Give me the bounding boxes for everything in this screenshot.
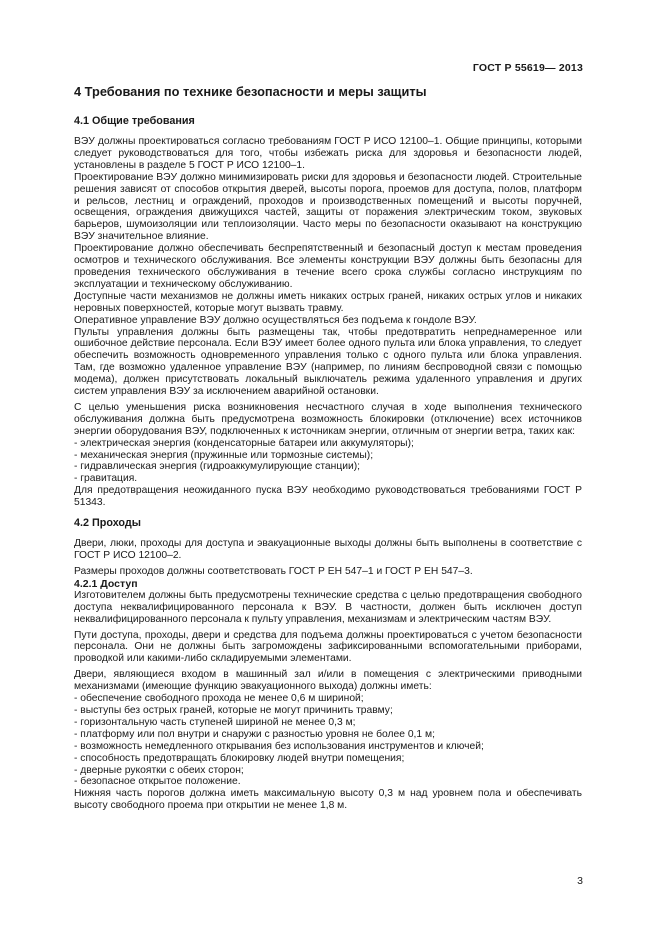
paragraph: Проектирование должно обеспечивать беспрепятственный и безопасный доступ к местам проведения осмотров и технического обслуживания. Все элементы конструкции ВЭУ должны быть безопасны для проведения технического обслуживания в течение всего срока службы согласно инструкциям по эксплуатации и техническому обслуживанию. <box>74 243 582 290</box>
paragraph: Размеры проходов должны соответствовать ГОСТ Р ЕН 547–1 и ГОСТ Р ЕН 547–3. <box>74 565 473 577</box>
paragraph: Доступные части механизмов не должны иметь никаких острых граней, никаких острых углов и никаких неровных поверхностей, которые могут вызвать травму. <box>74 290 582 314</box>
list-item: - гидравлическая энергия (гидроаккумулирующие станции); <box>74 461 361 473</box>
subsection-title-access: 4.2.1 Доступ <box>74 577 138 590</box>
list-item: - горизонтальную часть ступеней шириной не менее 0,3 м; <box>74 716 356 728</box>
standard-header: ГОСТ Р 55619— 2013 <box>472 62 583 74</box>
paragraph: Пути доступа, проходы, двери и средства для подъема должны проектироваться с учетом безопасности персонала. Они не должны быть загромождены зафиксированными вспомогательными приборами, проводкой или какими-либо складируемыми элементами. <box>74 629 582 665</box>
paragraph: Для предотвращения неожиданного пуска ВЭУ необходимо руководствоваться требованиями ГОСТ Р 51343. <box>74 485 582 509</box>
paragraph: Проектирование ВЭУ должно минимизировать риски для здоровья и безопасности людей. Строительные решения зависят от способов открытия дверей, высоты порога, проемов для доступа, полов, платформ и рельсов, лестниц и ограждений, проходов и производственных помещений и высоты поручней, освещения, ограждения движущихся частей, защиты от поражения электрическим током, звуковых барьеров, шумоизоляции или теплоизоляции. Часто меры по безопасности оказывают на конструкцию ВЭУ значительное влияние. <box>74 171 582 243</box>
page-content <box>74 84 582 812</box>
list-item: - дверные рукоятки с обеих сторон; <box>74 764 244 776</box>
paragraph: ВЭУ должны проектироваться согласно требованиям ГОСТ Р ИСО 12100–1. Общие принципы, которыми следует руководствоваться для того, чтобы избежать риска для здоровья и безопасности людей, установлены в разделе 5 ГОСТ Р ИСО 12100–1. <box>74 136 582 171</box>
list-item: - обеспечение свободного прохода не менее 0,6 м шириной; <box>74 693 364 705</box>
paragraph: Двери, люки, проходы для доступа и эвакуационные выходы должны быть выполнены в соответствие с ГОСТ Р ИСО 12100–2. <box>74 538 582 561</box>
list-item: - способность предотвращать блокировку людей внутри помещения; <box>74 752 405 764</box>
paragraph: С целью уменьшения риска возникновения несчастного случая в ходе выполнения технического обслуживания должна быть предусмотрена возможность блокировки (отключение) всех источников энергии оборудования ВЭУ, подключенных к источникам энергии, отличным от энергии ветра, таких как: <box>74 401 582 437</box>
paragraph: Изготовителем должны быть предусмотрены технические средства с целью предотвращения свободного доступа неквалифицированного персонала к ВЭУ. В частности, должен быть исключен доступ неквалифицированного персонала к пульту управления, механизмам и электрическим частям ВЭУ. <box>74 589 582 625</box>
list-item: - гравитация. <box>74 473 138 485</box>
paragraph: Пульты управления должны быть размещены так, чтобы предотвратить непреднамеренное или ошибочное действие персонала. Если ВЭУ имеет более одного пульта или блока управления, то следует обеспечить возможность одновременного управления только с одного пульта или блока управления. Там, где возможно удаленное управление ВЭУ (например, по линиям беспроводной связи с помощью модема), должен присутствовать локальный выключатель режима удаленного управления и других систем управления ВЭУ за исключением аварийной остановки. <box>74 326 582 398</box>
list-item: - электрическая энергия (конденсаторные батареи или аккумуляторы); <box>74 437 414 449</box>
list-item: - возможность немедленного открывания без использования инструментов и ключей; <box>74 740 484 752</box>
paragraph: Двери, являющиеся входом в машинный зал и/или в помещения с электрическими приводными механизмами (имеющие функцию эвакуационного выхода) должны иметь: <box>74 669 582 693</box>
list-item: - безопасное открытое положение. <box>74 776 241 788</box>
subsection-title-general: 4.1 Общие требования <box>74 115 195 127</box>
subsection-title-passages: 4.2 Проходы <box>74 517 141 530</box>
section-title: 4 Требования по технике безопасности и меры защиты <box>74 84 427 99</box>
list-item: - платформу или пол внутри и снаружи с разностью уровня не более 0,1 м; <box>74 728 435 740</box>
list-item: - механическая энергия (пружинные или тормозные системы); <box>74 449 374 461</box>
paragraph: Оперативное управление ВЭУ должно осуществляться без подъема к гондоле ВЭУ. <box>74 314 477 326</box>
list-item: - выступы без острых граней, которые не могут причинить травму; <box>74 704 393 716</box>
paragraph: Нижняя часть порогов должна иметь максимальную высоту 0,3 м над уровнем пола и обеспечивать высоту свободного проема при открытии не менее 1,8 м. <box>74 788 582 812</box>
page-number: 3 <box>577 875 583 887</box>
